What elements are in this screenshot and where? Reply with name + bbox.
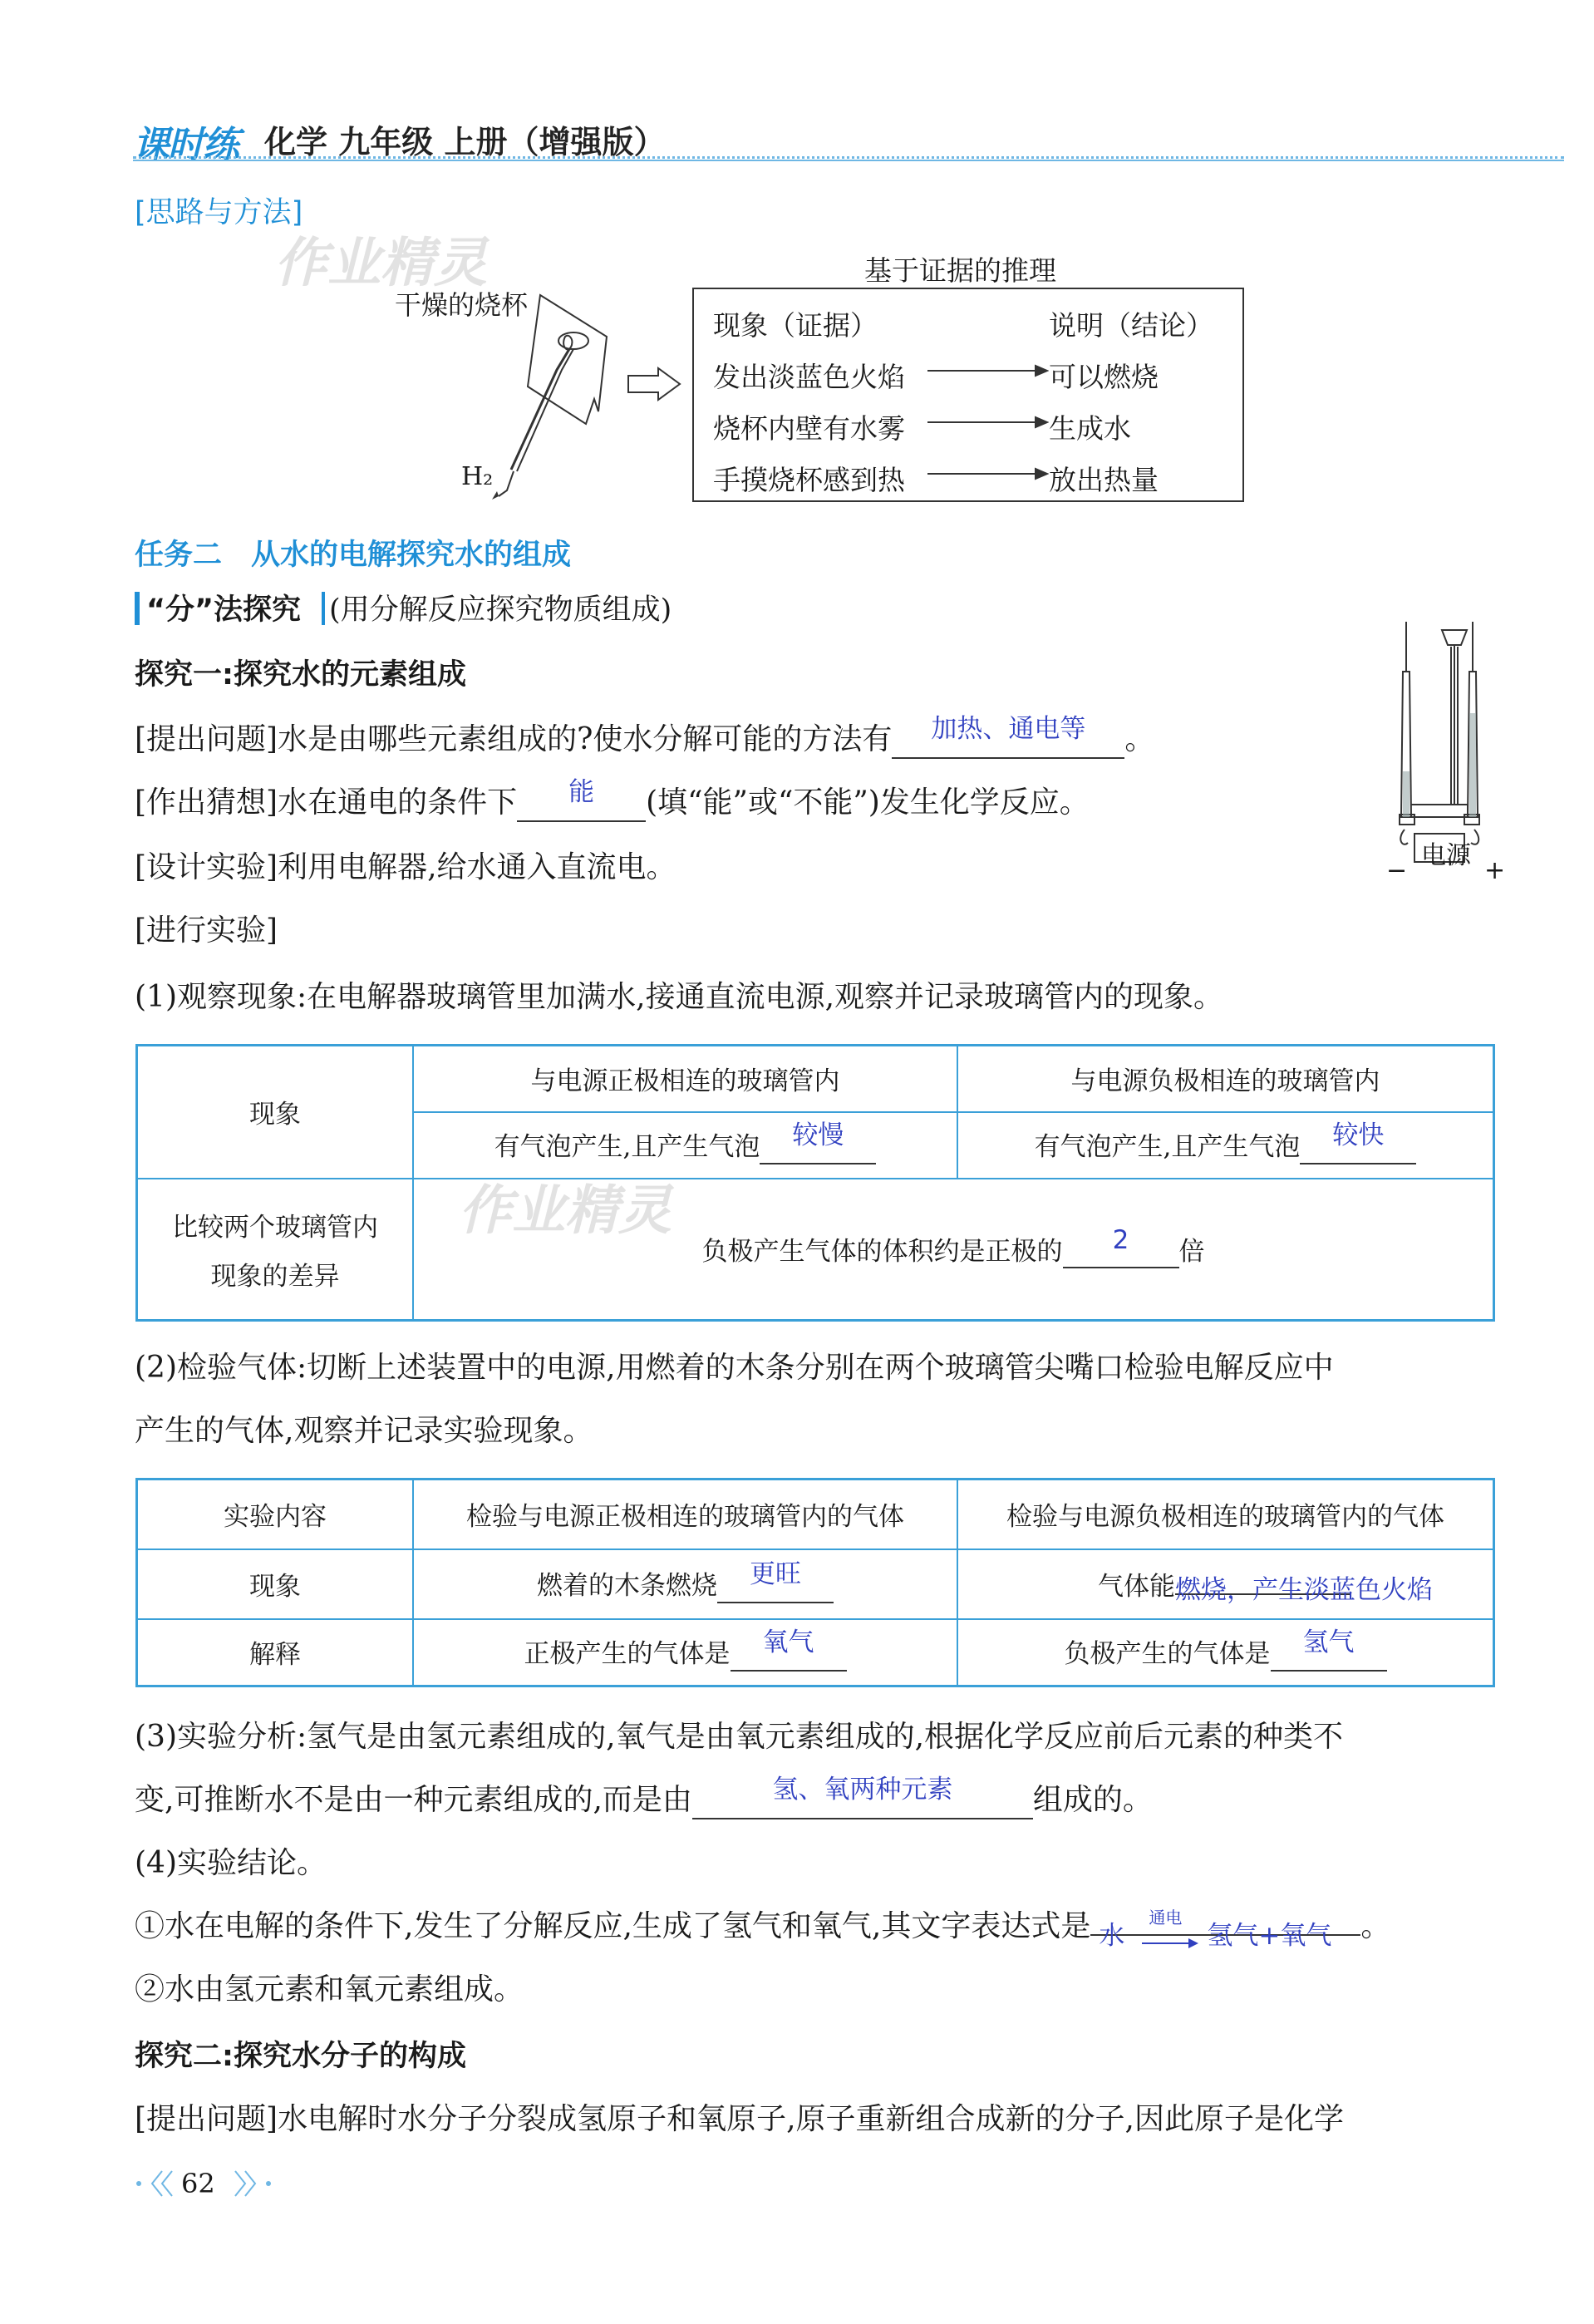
conclusion-item: 可以燃烧 [1049, 361, 1159, 393]
step2-line: 产生的气体,观察并记录实验现象。 [135, 1414, 593, 1448]
answer-text: 燃烧，产生淡蓝色火焰 [1175, 1575, 1433, 1605]
reaction-arrow-icon [1140, 1937, 1200, 1949]
step2-line: (2)检验气体:切断上述装置中的电源,用燃着的木条分别在两个玻璃管尖嘴口检验电解反应中 [135, 1351, 1334, 1385]
conclusion-item: 放出热量 [1049, 464, 1159, 496]
table-cell: 有气泡产生,且产生气泡 较快 [957, 1112, 1494, 1179]
answer-text: 较慢 [792, 1120, 844, 1150]
section-marker [135, 592, 140, 625]
flame-icon [563, 336, 572, 350]
brand-logo: 课时练 [133, 124, 238, 166]
funnel-shape [1442, 630, 1467, 645]
evidence-item: 烧杯内壁有水雾 [713, 412, 905, 445]
table-row-head: 现象 [137, 1549, 414, 1619]
table-cell: 正极产生的气体是 氧气 [413, 1619, 957, 1686]
fen-subtitle: (用分解反应探究物质组成) [329, 593, 672, 627]
answer-text: 水 [1099, 1921, 1125, 1951]
evidence-item: 发出淡蓝色火焰 [713, 361, 905, 393]
header-divider [133, 156, 1564, 159]
answer-blank [692, 1775, 1033, 1819]
answer-text: 加热、通电等 [931, 714, 1086, 744]
reason-arrows [924, 364, 1049, 489]
header-subject: 化学 九年级 上册（增强版） [264, 124, 666, 160]
answer-blank [717, 1559, 834, 1603]
table-row-head: 现象 [137, 1046, 414, 1179]
table-cell: 有气泡产生,且产生气泡 较慢 [413, 1112, 957, 1179]
table-cell: 气体能 燃烧，产生淡蓝色火焰 [957, 1549, 1494, 1619]
step1-line: (1)观察现象:在电解器玻璃管里加满水,接通直流电源,观察并记录玻璃管内的现象。 [135, 980, 1224, 1014]
table-col-head: 检验与电源负极相连的玻璃管内的气体 [957, 1480, 1494, 1549]
table-cell: 燃着的木条燃烧 更旺 [413, 1549, 957, 1619]
answer-blank [892, 714, 1124, 759]
table-col-head: 与电源负极相连的玻璃管内 [957, 1046, 1494, 1112]
conclusion-item: 生成水 [1049, 412, 1131, 445]
task2-title: 任务二 从水的电解探究水的组成 [135, 539, 572, 572]
step3-line: (3)实验分析:氢气是由氢元素组成的,氧气是由氧元素组成的,根据化学反应前后元素的种类不 [135, 1720, 1344, 1754]
watermark: 作业精灵 [274, 233, 487, 294]
negative-terminal: − [1386, 856, 1408, 885]
reaction-condition: 通电 [1149, 1908, 1183, 1928]
section-marker [322, 592, 325, 625]
evidence-header: 现象（证据） [713, 309, 878, 342]
answer-text: 氢、氧两种元素 [772, 1775, 953, 1805]
observation-table [135, 1044, 1495, 1322]
answer-blank [1271, 1627, 1387, 1672]
explore2-title: 探究二:探究水分子的构成 [135, 2040, 466, 2073]
beaker-label: 干燥的烧杯 [395, 289, 529, 321]
answer-blank [760, 1120, 876, 1164]
table-col-head: 实验内容 [137, 1480, 414, 1549]
question-line: [提出问题]水是由哪些元素组成的?使水分解可能的方法有 加热、通电等 。 [135, 723, 1154, 759]
answer-text: 能 [568, 777, 595, 807]
power-source-label: 电源 [1421, 841, 1471, 870]
table-col-head: 与电源正极相连的玻璃管内 [413, 1046, 957, 1112]
answer-text: 较快 [1332, 1120, 1385, 1150]
step4-line: (4)实验结论。 [135, 1846, 327, 1880]
conclusion1-line: ①水在电解的条件下,发生了分解反应,生成了氢气和氧气,其文字表达式是 水 通电 氢气+氧气 。 [135, 1910, 1390, 1943]
hollow-arrow-icon [625, 366, 683, 402]
gas-tube [511, 349, 569, 470]
explore1-title: 探究一:探究水的元素组成 [135, 658, 466, 692]
answer-text: 氢气+氧气 [1207, 1921, 1332, 1951]
answer-blank [1300, 1120, 1416, 1164]
evidence-item: 手摸烧杯感到热 [713, 464, 905, 496]
conclusion2-line: ②水由氢元素和氧元素组成。 [135, 1972, 524, 2006]
conclusion-header: 说明（结论） [1049, 309, 1213, 342]
table-col-head: 检验与电源正极相连的玻璃管内的气体 [413, 1480, 957, 1549]
positive-terminal: + [1484, 856, 1506, 885]
hypothesis-line: [作出猜想]水在通电的条件下 能 (填“能”或“不能”)发生化学反应。 [135, 786, 1090, 822]
table-cell: 负极产生的气体是 氢气 [957, 1619, 1494, 1686]
table-row-head: 比较两个玻璃管内 现象的差异 [137, 1179, 414, 1321]
answer-text: 更旺 [750, 1559, 801, 1589]
method-tag: [思路与方法] [135, 196, 303, 229]
table-cell: 负极产生气体的体积约是正极的 2 倍 [413, 1179, 1494, 1321]
step3-line: 变,可推断水不是由一种元素组成的,而是由 氢、氧两种元素 组成的。 [135, 1784, 1153, 1819]
table-row-head: 解释 [137, 1619, 414, 1686]
design-line: [设计实验]利用电解器,给水通入直流电。 [135, 850, 676, 884]
page-number: 62 [181, 2168, 215, 2199]
watermark: 作业精灵 [459, 1180, 672, 1242]
fen-title: “分”法探究 [146, 593, 302, 627]
gas-label: H₂ [461, 462, 494, 491]
experiment-line: [进行实验] [135, 913, 278, 948]
answer-text: 2 [1112, 1224, 1129, 1255]
answer-blank [1090, 1908, 1360, 1951]
answer-blank [731, 1627, 847, 1672]
answer-text: 氢气 [1302, 1627, 1355, 1658]
answer-text: 氧气 [762, 1627, 814, 1658]
answer-blank [517, 777, 646, 822]
question-line: [提出问题]水电解时水分子分裂成氢原子和氧原子,原子重新组合成新的分子,因此原子是化学 [135, 2102, 1344, 2136]
gas-test-table [135, 1478, 1495, 1687]
answer-blank [1063, 1224, 1179, 1268]
reason-box-title: 基于证据的推理 [864, 254, 1056, 287]
header-divider-line [133, 160, 1564, 161]
